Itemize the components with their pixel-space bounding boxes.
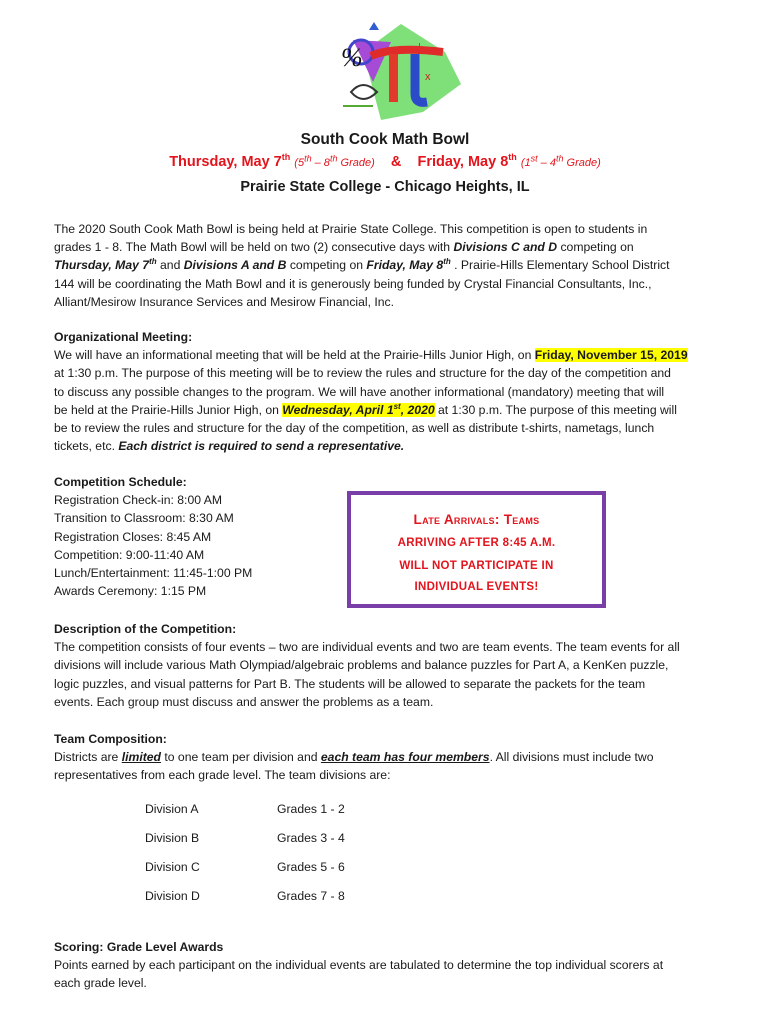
competition-description: Description of the Competition: The competition consists of four events – two are individual events and two are team events. The team events for all divisions will include various Math Olympiad/algebraic problems and balance puzzles for Part A, a KenKen puzzle, logic puzzles, and visual patterns for Part B. The students will be allowed to separate the packets for the team events. Each group must discuss and answer the problems as a team. <box>54 620 722 711</box>
late-arrivals-notice: Late Arrivals: Teams ARRIVING AFTER 8:45 A.M. WILL NOT PARTICIPATE IN INDIVIDUAL EVENTS! <box>347 491 606 608</box>
scoring-section: Scoring: Grade Level Awards Points earned by each participant on the individual events are tabulated to determine the top individual scorers at each grade level. <box>54 938 722 993</box>
division-grades: Grades 3 - 4 <box>277 831 345 845</box>
thursday-date: Thursday, May 7 <box>169 154 282 170</box>
division-row <box>145 889 345 903</box>
section-heading: Competition Schedule: <box>54 475 187 489</box>
document-title: South Cook Math Bowl <box>300 131 470 148</box>
team-composition: Team Composition: Districts are limited to one team per division and each team has four members. All divisions must include two representatives from each grade level. The team divisions are: <box>54 730 722 785</box>
pi-math-logo-icon <box>333 22 463 122</box>
thursday-grades: (5th – 8th Grade) <box>294 153 375 169</box>
section-heading: Team Composition: <box>54 732 167 746</box>
schedule-item: Registration Check-in: 8:00 AM <box>54 493 222 508</box>
division-name: Division B <box>145 831 200 845</box>
section-heading: Description of the Competition: <box>54 622 237 636</box>
schedule-item: Transition to Classroom: 8:30 AM <box>54 511 234 526</box>
division-name: Division D <box>145 889 200 903</box>
division-grades: Grades 5 - 6 <box>277 860 345 874</box>
division-row <box>145 831 345 845</box>
competition-schedule <box>54 473 344 600</box>
svg-text:%: % <box>341 43 363 72</box>
organizational-meeting-section: Organizational Meeting: We will have an informational meeting that will be held at the Prairie-Hills Junior High, on Friday, November 15, 2019 at 1:30 p.m. The purpose of this meeting will be to review the rules and structure for the day of the competition and to discuss any possible changes to the program. We will have another informational (mandatory) meeting that will be held at the Prairie-Hills Junior High, on Wednesday, April 1st, 2020 at 1:30 p.m. The purpose of this meeting will be to review the rules and structure for the day of the competition, as well as distribute t-shirts, nametags, lunch tickets, etc. Each district is required to send a representative. <box>54 328 722 455</box>
schedule-item: Competition: 9:00-11:40 AM <box>54 547 205 562</box>
event-dates: Thursday, May 7th (5th – 8th Grade) & Friday, May 8th (1st – 4th Grade) <box>169 152 601 170</box>
division-grades: Grades 7 - 8 <box>277 889 345 903</box>
section-heading: Organizational Meeting: <box>54 330 193 344</box>
event-location: Prairie State College - Chicago Heights, IL <box>240 179 530 195</box>
division-name: Division A <box>145 802 199 816</box>
friday-date: Friday, May 8 <box>417 154 509 170</box>
schedule-item: Awards Ceremony: 1:15 PM <box>54 584 207 599</box>
svg-text:+: + <box>415 39 425 56</box>
intro-paragraph: The 2020 South Cook Math Bowl is being held at Prairie State College. This competition is open to students in grades 1 - 8. The Math Bowl will be held on two (2) consecutive days with Divisions C and D competing on Thursday, May 7th and Divisions A and B competing on Friday, May 8th . Prairie-Hills Elementary School District 144 will be coordinating the Math Bowl and it is generously being funded by Crystal Financial Consultants, Inc., Alliant/Mesirow Insurance Services and Mesirow Financial, Inc. <box>54 222 670 309</box>
division-row <box>145 802 345 816</box>
division-grades: Grades 1 - 2 <box>277 802 345 816</box>
meeting-date-highlight: Friday, November 15, 2019 <box>534 348 688 363</box>
ampersand: & <box>390 154 402 170</box>
svg-text:x: x <box>425 71 431 83</box>
schedule-item: Lunch/Entertainment: 11:45-1:00 PM <box>54 566 253 581</box>
section-heading: Scoring: Grade Level Awards <box>54 940 224 954</box>
schedule-item: Registration Closes: 8:45 AM <box>54 529 212 544</box>
division-name: Division C <box>145 860 200 874</box>
division-row <box>145 860 345 874</box>
friday-grades: (1st – 4th Grade) <box>520 153 601 169</box>
meeting-date-highlight-2: Wednesday, April 1 <box>282 402 394 417</box>
